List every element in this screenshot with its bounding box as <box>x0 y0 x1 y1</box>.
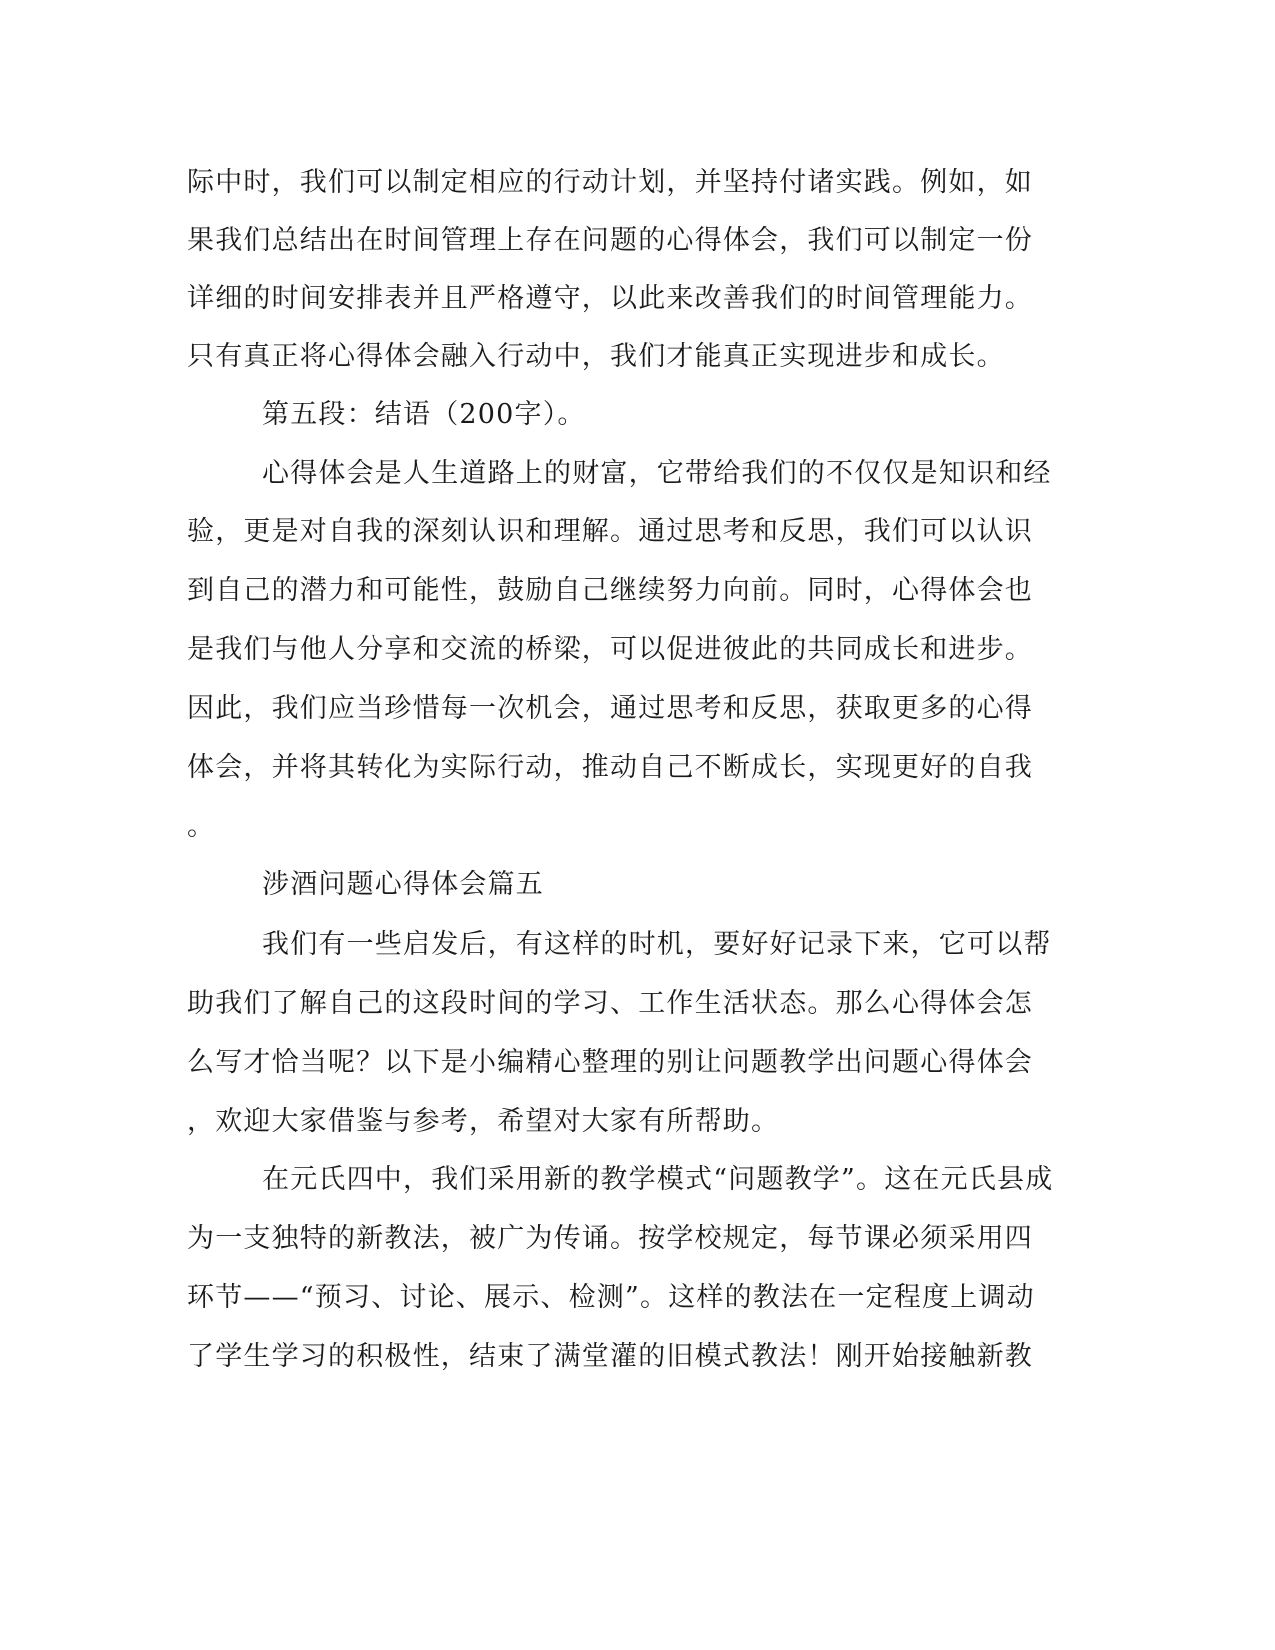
text-line: 。 <box>187 811 216 842</box>
text-line: 是我们与他人分享和交流的桥梁，可以促进彼此的共同成长和进步。 <box>187 634 1033 665</box>
text-line: 我们有一些启发后，有这样的时机，要好好记录下来，它可以帮 <box>262 929 1052 960</box>
text-line: 际中时，我们可以制定相应的行动计划，并坚持付诸实践。例如，如 <box>187 167 1033 198</box>
text-line: 只有真正将心得体会融入行动中，我们才能真正实现进步和成长。 <box>187 341 1005 372</box>
text-line: 验，更是对自我的深刻认识和理解。通过思考和反思，我们可以认识 <box>187 516 1033 547</box>
text-line: 在元氏四中，我们采用新的教学模式“问题教学”。这在元氏县成 <box>262 1164 1054 1195</box>
text-line: 助我们了解自己的这段时间的学习、工作生活状态。那么心得体会怎 <box>187 988 1033 1019</box>
text-line: 了学生学习的积极性，结束了满堂灌的旧模式教法！刚开始接触新教 <box>187 1341 1033 1372</box>
text-line: 果我们总结出在时间管理上存在问题的心得体会，我们可以制定一份 <box>187 225 1033 256</box>
text-line: 么写才恰当呢？以下是小编精心整理的别让问题教学出问题心得体会 <box>187 1047 1033 1078</box>
article-title: 涉酒问题心得体会篇五 <box>262 869 544 900</box>
text-line: 因此，我们应当珍惜每一次机会，通过思考和反思，获取更多的心得 <box>187 693 1033 724</box>
text-line: 心得体会是人生道路上的财富，它带给我们的不仅仅是知识和经 <box>262 458 1052 489</box>
text-line: 环节——“预习、讨论、展示、检测”。这样的教法在一定程度上调动 <box>187 1282 1035 1313</box>
text-line: 详细的时间安排表并且严格遵守，以此来改善我们的时间管理能力。 <box>187 283 1033 314</box>
text-line: ，欢迎大家借鉴与参考，希望对大家有所帮助。 <box>187 1106 780 1137</box>
text-line: 为一支独特的新教法，被广为传诵。按学校规定，每节课必须采用四 <box>187 1223 1033 1254</box>
section-heading: 第五段：结语（200字）。 <box>262 399 586 430</box>
text-line: 体会，并将其转化为实际行动，推动自己不断成长，实现更好的自我 <box>187 752 1033 783</box>
text-line: 到自己的潜力和可能性，鼓励自己继续努力向前。同时，心得体会也 <box>187 575 1033 606</box>
